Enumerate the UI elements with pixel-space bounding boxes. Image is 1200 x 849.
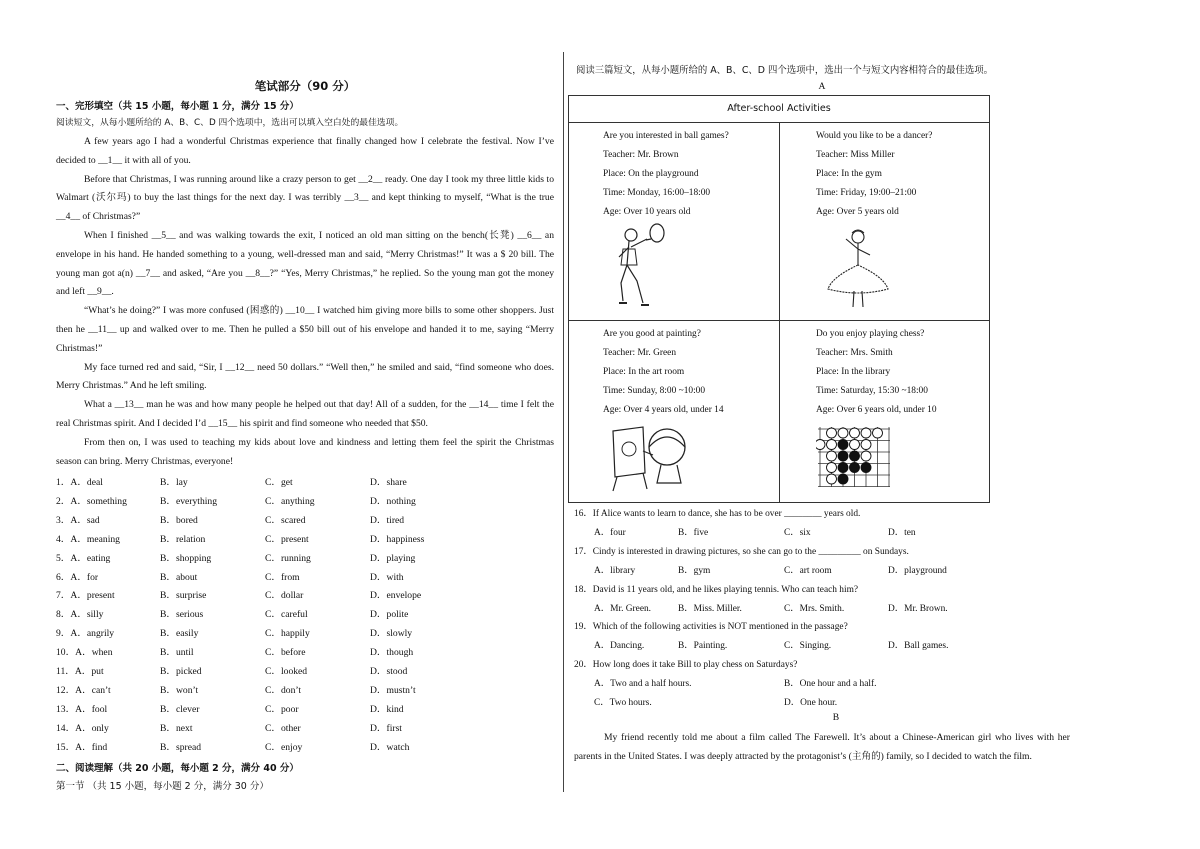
question-stem: 20．How long does it take Bill to play chess on Saturdays?: [574, 660, 798, 670]
passage-b: [574, 728, 1070, 766]
option-row: [56, 682, 554, 700]
section1-instructions: 阅读短文，从每小题所给的 A、B、C、D 四个选项中，选出可以填入空白处的最佳选项。: [56, 118, 404, 128]
question-option[interactable]: A．Two and a half hours.: [594, 679, 692, 689]
question-option[interactable]: D．Mr. Brown.: [888, 604, 948, 614]
go-stone: [827, 463, 837, 473]
passage-paragraph: My face turned red and said, “Sir, I __12__ need 50 dollars.” “Well then,” he smiled and said, “find someone who does. Merry Christmas.” And he left smiling.: [56, 361, 554, 392]
option-choice[interactable]: 6．A．for: [56, 571, 99, 583]
option-choice[interactable]: 13．A．fool: [56, 703, 108, 715]
go-board-illustration: [816, 425, 892, 489]
option-row: [56, 493, 554, 511]
question-option[interactable]: D．One hour.: [784, 698, 838, 708]
ballerina-illustration: [822, 225, 894, 311]
page-title: 笔试部分（90 分）: [254, 79, 356, 93]
cell-place: Place: In the library: [816, 367, 891, 377]
cell-time: Time: Monday, 16:00–18:00: [603, 188, 711, 198]
go-stone: [838, 474, 848, 484]
option-choice[interactable]: 14．A．only: [56, 722, 109, 734]
cell-teacher: Teacher: Miss Miller: [816, 150, 895, 160]
go-stone: [838, 451, 848, 461]
cell-place: Place: On the playground: [603, 169, 699, 179]
question-option[interactable]: B．Miss. Miller.: [678, 604, 742, 614]
go-stone: [850, 451, 860, 461]
option-row: [56, 739, 554, 757]
question-option[interactable]: C．art room: [784, 566, 832, 576]
option-row: [56, 701, 554, 719]
option-row: [56, 474, 554, 492]
option-choice[interactable]: C．get: [265, 477, 293, 488]
go-stone: [861, 451, 871, 461]
option-choice[interactable]: 15．A．find: [56, 741, 108, 753]
passage-b-paragraph: My friend recently told me about a film called The Farewell. It’s about a Chinese-American girl who lives with her parents in the United States. I was deeply attracted by the protagonist’s (主角的) family, so I decided to watch the film.: [574, 732, 1070, 762]
option-row: [56, 625, 554, 643]
option-row: [56, 531, 554, 549]
passage-label-a: A: [818, 81, 826, 92]
question-option[interactable]: B．five: [678, 528, 709, 538]
activities-table: [568, 95, 990, 503]
option-choice[interactable]: C．scared: [265, 514, 306, 526]
question-stem: 18．David is 11 years old, and he likes playing tennis. Who can teach him?: [574, 585, 859, 595]
passage-paragraph: From then on, I was used to teaching my kids about love and kindness and letting them feel the spirit the Christmas season can bring. Merry Christmas, everyone!: [56, 436, 554, 467]
section2-subheading: 第一节 （共 15 小题，每小题 2 分，满分 30 分）: [56, 781, 269, 792]
question-option[interactable]: A．four: [594, 528, 626, 538]
passage-label-b: B: [832, 712, 840, 723]
option-choice[interactable]: B．serious: [160, 609, 204, 621]
cell-time: Time: Friday, 19:00–21:00: [816, 188, 917, 198]
cell-age: Age: Over 4 years old, under 14: [603, 405, 724, 415]
option-choice[interactable]: B．until: [160, 647, 194, 659]
option-choice[interactable]: B．spread: [160, 741, 202, 753]
question-option[interactable]: B．One hour and a half.: [784, 679, 877, 689]
option-choice[interactable]: C．before: [265, 647, 306, 659]
option-choice[interactable]: D．happiness: [370, 533, 425, 545]
question-option[interactable]: D．ten: [888, 528, 916, 538]
cell-question: Do you enjoy playing chess?: [816, 329, 925, 339]
cell-place: Place: In the art room: [603, 367, 685, 377]
question-option[interactable]: A．library: [594, 566, 636, 576]
option-choice[interactable]: B．picked: [160, 666, 202, 677]
cell-question: Are you good at painting?: [603, 329, 701, 339]
question-option[interactable]: C．Mrs. Smith.: [784, 604, 845, 614]
option-row: [56, 720, 554, 738]
option-choice[interactable]: C．dollar: [265, 590, 304, 602]
option-choice[interactable]: D．polite: [370, 609, 409, 621]
option-row: [56, 550, 554, 568]
option-choice[interactable]: D．envelope: [370, 590, 422, 602]
option-choice[interactable]: 2．A．something: [56, 495, 127, 507]
tennis-player-illustration: [613, 223, 673, 315]
question-option[interactable]: C．Singing.: [784, 641, 832, 651]
go-stone: [850, 440, 860, 450]
option-choice[interactable]: 1．A．deal: [56, 477, 103, 488]
option-choice[interactable]: D．with: [370, 571, 404, 583]
option-choice[interactable]: 10．A．when: [56, 647, 113, 659]
cell-time: Time: Sunday, 8:00 ~10:00: [603, 386, 706, 396]
section2-heading: 二、阅读理解（共 20 小题，每小题 2 分，满分 40 分）: [56, 763, 299, 774]
option-row: [56, 587, 554, 605]
question-option[interactable]: D．Ball games.: [888, 641, 949, 651]
option-choice[interactable]: 3．A．sad: [56, 514, 100, 526]
option-choice[interactable]: D．mustn’t: [370, 684, 416, 696]
option-choice[interactable]: C．don’t: [265, 684, 302, 696]
option-choice[interactable]: C．careful: [265, 609, 308, 621]
table-title: After-school Activities: [569, 96, 989, 123]
option-row: [56, 663, 554, 681]
option-choice[interactable]: B．lay: [160, 477, 188, 488]
option-row: [56, 606, 554, 624]
go-stone: [861, 428, 871, 438]
activity-cell-ball-games: [569, 123, 778, 319]
go-stone: [850, 428, 860, 438]
option-choice[interactable]: 4．A．meaning: [56, 533, 120, 545]
cell-teacher: Teacher: Mrs. Smith: [816, 348, 893, 358]
question-stem: 16．If Alice wants to learn to dance, she has to be over ________ years old.: [574, 509, 861, 519]
question-option[interactable]: D．playground: [888, 566, 947, 576]
cell-age: Age: Over 10 years old: [603, 207, 691, 217]
option-choice[interactable]: D．watch: [370, 741, 410, 753]
option-choice[interactable]: D．though: [370, 647, 414, 659]
go-stone: [827, 451, 837, 461]
option-choice[interactable]: C．present: [265, 533, 309, 545]
passage-paragraph: Before that Christmas, I was running around like a crazy person to get __2__ ready. One day I took my three little kids to Walmart (沃尔玛) to buy the last things for the next day. I was terribly __3__ and kept thinking to myself, “What is the true __4__ of Christmas?”: [56, 173, 554, 223]
reading-instructions: 阅读三篇短文，从每小题所给的 A、B、C、D 四个选项中，选出一个与短文内容相符合的最佳选项。: [576, 65, 993, 76]
activity-cell-dance: [780, 123, 989, 319]
go-stone: [816, 440, 825, 450]
cell-time: Time: Saturday, 15:30 ~18:00: [816, 386, 928, 396]
option-choice[interactable]: C．anything: [265, 495, 315, 507]
option-choice[interactable]: C．poor: [265, 703, 299, 715]
option-choice[interactable]: C．running: [265, 552, 311, 564]
passage-paragraph: What a __13__ man he was and how many people he helped out that day! All of a sudden, for the __14__ time I felt the real Christmas spirit. And I decided I’d __15__ his spirit and find someone who needed that $50.: [56, 399, 554, 429]
option-choice[interactable]: B．relation: [160, 533, 206, 545]
cell-question: Are you interested in ball games?: [603, 131, 729, 141]
option-choice[interactable]: C．enjoy: [265, 741, 303, 753]
go-stone: [827, 428, 837, 438]
option-row: [56, 569, 554, 587]
option-choice[interactable]: C．from: [265, 571, 300, 583]
activity-cell-painting: [569, 321, 778, 517]
question-option[interactable]: C．Two hours.: [594, 698, 652, 708]
option-choice[interactable]: D．stood: [370, 666, 408, 677]
option-choice[interactable]: C．other: [265, 722, 301, 734]
cloze-passage: [56, 133, 554, 471]
go-stone: [838, 440, 848, 450]
option-choice[interactable]: B．bored: [160, 514, 198, 526]
option-choice[interactable]: B．next: [160, 722, 193, 734]
option-choice[interactable]: 12．A．can’t: [56, 684, 111, 696]
option-row: [56, 512, 554, 530]
cell-place: Place: In the gym: [816, 169, 882, 179]
cell-question: Would you like to be a dancer?: [816, 131, 933, 141]
option-choice[interactable]: D．tired: [370, 514, 405, 526]
option-choice[interactable]: B．everything: [160, 495, 218, 507]
option-choice[interactable]: 9．A．angrily: [56, 628, 115, 640]
question-option[interactable]: C．six: [784, 528, 811, 538]
go-stone: [850, 463, 860, 473]
cell-teacher: Teacher: Mr. Brown: [603, 150, 679, 160]
option-choice[interactable]: B．won’t: [160, 684, 199, 696]
option-choice[interactable]: 8．A．silly: [56, 609, 104, 621]
go-stone: [827, 474, 837, 484]
option-choice[interactable]: D．share: [370, 477, 407, 488]
option-choice[interactable]: B．about: [160, 571, 198, 583]
go-stone: [838, 463, 848, 473]
option-choice[interactable]: D．kind: [370, 703, 404, 715]
question-option[interactable]: A．Mr. Green.: [594, 604, 652, 614]
painter-illustration: [609, 421, 689, 493]
option-choice[interactable]: C．happily: [265, 628, 310, 640]
question-option[interactable]: B．gym: [678, 566, 711, 576]
cell-age: Age: Over 6 years old, under 10: [816, 405, 937, 415]
column-divider: [563, 52, 564, 792]
option-choice[interactable]: 11．A．put: [56, 666, 104, 677]
option-choice[interactable]: B．shopping: [160, 552, 212, 564]
option-choice[interactable]: B．surprise: [160, 590, 207, 602]
go-stone: [827, 440, 837, 450]
option-row: [56, 644, 554, 662]
question-stem: 17．Cindy is interested in drawing pictures, so she can go to the _________ on Sundays.: [574, 547, 909, 557]
go-stone: [838, 428, 848, 438]
option-choice[interactable]: D．nothing: [370, 495, 416, 507]
option-choice[interactable]: B．easily: [160, 628, 199, 640]
question-stem: 19．Which of the following activities is NOT mentioned in the passage?: [574, 622, 848, 632]
option-choice[interactable]: D．first: [370, 722, 402, 734]
cell-teacher: Teacher: Mr. Green: [603, 348, 677, 358]
option-choice[interactable]: 7．A．present: [56, 590, 115, 602]
go-stone: [861, 440, 871, 450]
option-choice[interactable]: D．playing: [370, 552, 416, 564]
go-stone: [873, 428, 883, 438]
cell-age: Age: Over 5 years old: [816, 207, 899, 217]
option-choice[interactable]: D．slowly: [370, 628, 413, 640]
activity-cell-chess: [780, 321, 989, 517]
passage-paragraph: “What’s he doing?” I was more confused (困惑的) __10__ I watched him giving more bills to some other shoppers. Just then he __11__ up and walked over to me. Then he pulled a $50 bill out of his envelope and handed it to me, saying “Merry Christmas!”: [56, 305, 554, 354]
option-choice[interactable]: C．looked: [265, 666, 308, 677]
go-stone: [861, 463, 871, 473]
passage-paragraph: A few years ago I had a wonderful Christmas experience that finally changed how I celebrate the festival. Now I’ve decided to __1__ it with all of you.: [56, 136, 554, 166]
question-option[interactable]: A．Dancing.: [594, 641, 645, 651]
question-option[interactable]: B．Painting.: [678, 641, 728, 651]
option-choice[interactable]: 5．A．eating: [56, 552, 111, 564]
passage-paragraph: When I finished __5__ and was walking towards the exit, I noticed an old man sitting on the bench(长凳) __6__ an envelope in his hand. He handed something to a young, well-dressed man and said, “Merry Christmas!” It was a $ 20 bill. The young man got a(n) __7__ and asked, “Are you __8__?” “Yes, Merry Christmas,” he replied. So the young man got the money and left __9__.: [56, 229, 554, 298]
option-choice[interactable]: B．clever: [160, 703, 200, 715]
section1-heading: 一、完形填空（共 15 小题，每小题 1 分，满分 15 分）: [56, 101, 299, 112]
